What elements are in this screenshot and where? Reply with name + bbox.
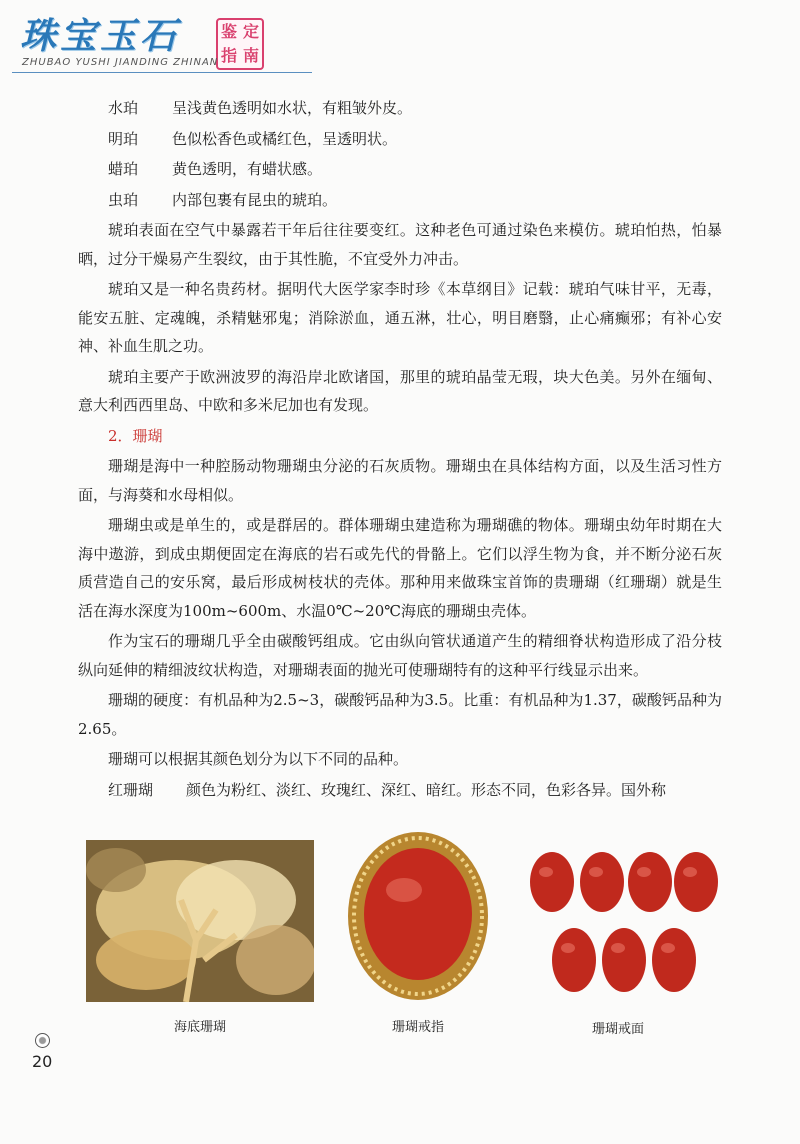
term-label: 红珊瑚: [108, 780, 154, 799]
seabed-coral-photo: [86, 840, 314, 1002]
seal-char: 鉴: [220, 22, 237, 41]
seal-char: 定: [242, 22, 259, 41]
book-title-logo: 珠宝玉石: [20, 15, 181, 57]
book-subtitle: ZHUBAO YUSHI JIANDING ZHINAN: [22, 57, 219, 68]
seal-stamp: [216, 18, 264, 70]
seal-char: 南: [242, 46, 259, 65]
term-desc: 呈浅黄色透明如水状，有粗皱外皮。: [172, 99, 413, 117]
figure-caption: 海底珊瑚: [173, 1020, 226, 1035]
page-badge-icon: [35, 1033, 50, 1048]
paragraph: 琥珀主要产于欧洲波罗的海沿岸北欧诸国，那里的琥珀晶莹无瑕，块大色美。另外在缅甸、意大利西西里岛、中欧和多米尼加也有发现。: [78, 367, 722, 414]
term-desc: 色似松香色或橘红色，呈透明状。: [172, 129, 398, 148]
page-number: 20: [32, 1052, 53, 1071]
paragraph: 琥珀又是一种名贵药材。据明代大医学家李时珍《本草纲目》记载：琥珀气味甘平，无毒，能安五脏、定魂魄，杀精魅邪鬼；消除淤血，通五淋，壮心，明目磨翳，止心痛癫邪；有补心安神、补血生肌之功。: [78, 280, 722, 355]
paragraph: 珊瑚可以根据其颜色划分为以下不同的品种。: [108, 750, 409, 768]
paragraph: 珊瑚的硬度：有机品种为2.5~3，碳酸钙品种为3.5。比重：有机品种为1.37，碳酸钙品种为2.65。: [78, 691, 722, 738]
amber-type-row: [78, 186, 722, 215]
seal-char: 指: [220, 46, 237, 65]
figure-caption: 珊瑚戒面: [591, 1022, 644, 1037]
term-label: 明珀: [108, 129, 139, 148]
paragraph: 琥珀表面在空气中暴露若干年后往往要变红。这种老色可通过染色来模仿。琥珀怕热，怕暴晒，过分干燥易产生裂纹，由于其性脆，不宜受外力冲击。: [78, 221, 722, 268]
paragraph: 珊瑚虫或是单生的，或是群居的。群体珊瑚虫建造称为珊瑚礁的物体。珊瑚虫幼年时期在大海中遨游，到成虫期便固定在海底的岩石或先代的骨骼上。它们以浮生物为食，并不断分泌石灰质营造自己的安乐窝，最后形成树枝状的壳体。那种用来做珠宝首饰的贵珊瑚（红珊瑚）就是生活在海水深度为100m~600m、水温0℃~20℃海底的珊瑚虫壳体。: [78, 516, 722, 620]
header-divider: [12, 72, 312, 73]
term-label: 虫珀: [108, 190, 139, 209]
amber-type-row: [78, 94, 722, 123]
section-heading: 2．珊瑚: [108, 426, 163, 445]
coral-cabochons-photo: [524, 846, 720, 1006]
amber-type-row: [78, 125, 722, 154]
paragraph: 珊瑚是海中一种腔肠动物珊瑚虫分泌的石灰质物。珊瑚虫在具体结构方面，以及生活习性方面，与海葵和水母相似。: [78, 457, 722, 504]
term-label: 水珀: [108, 99, 139, 117]
figure-caption: 珊瑚戒指: [391, 1020, 444, 1035]
term-label: 蜡珀: [108, 160, 139, 178]
term-desc: 内部包裹有昆虫的琥珀。: [172, 190, 338, 209]
paragraph: 作为宝石的珊瑚几乎全由碳酸钙组成。它由纵向管状通道产生的精细脊状构造形成了沿分枝纵向延伸的精细波纹状构造，对珊瑚表面的抛光可使珊瑚特有的这种平行线显示出来。: [78, 632, 722, 679]
red-coral-row: [78, 776, 722, 805]
term-desc: 颜色为粉红、淡红、玫瑰红、深红、暗红。形态不同，色彩各异。国外称: [186, 780, 667, 799]
page-header: [0, 0, 800, 80]
body-text: [78, 94, 722, 806]
coral-ring-photo: [344, 828, 492, 1004]
amber-type-row: [78, 155, 722, 184]
term-desc: 黄色透明，有蜡状感。: [172, 160, 323, 178]
